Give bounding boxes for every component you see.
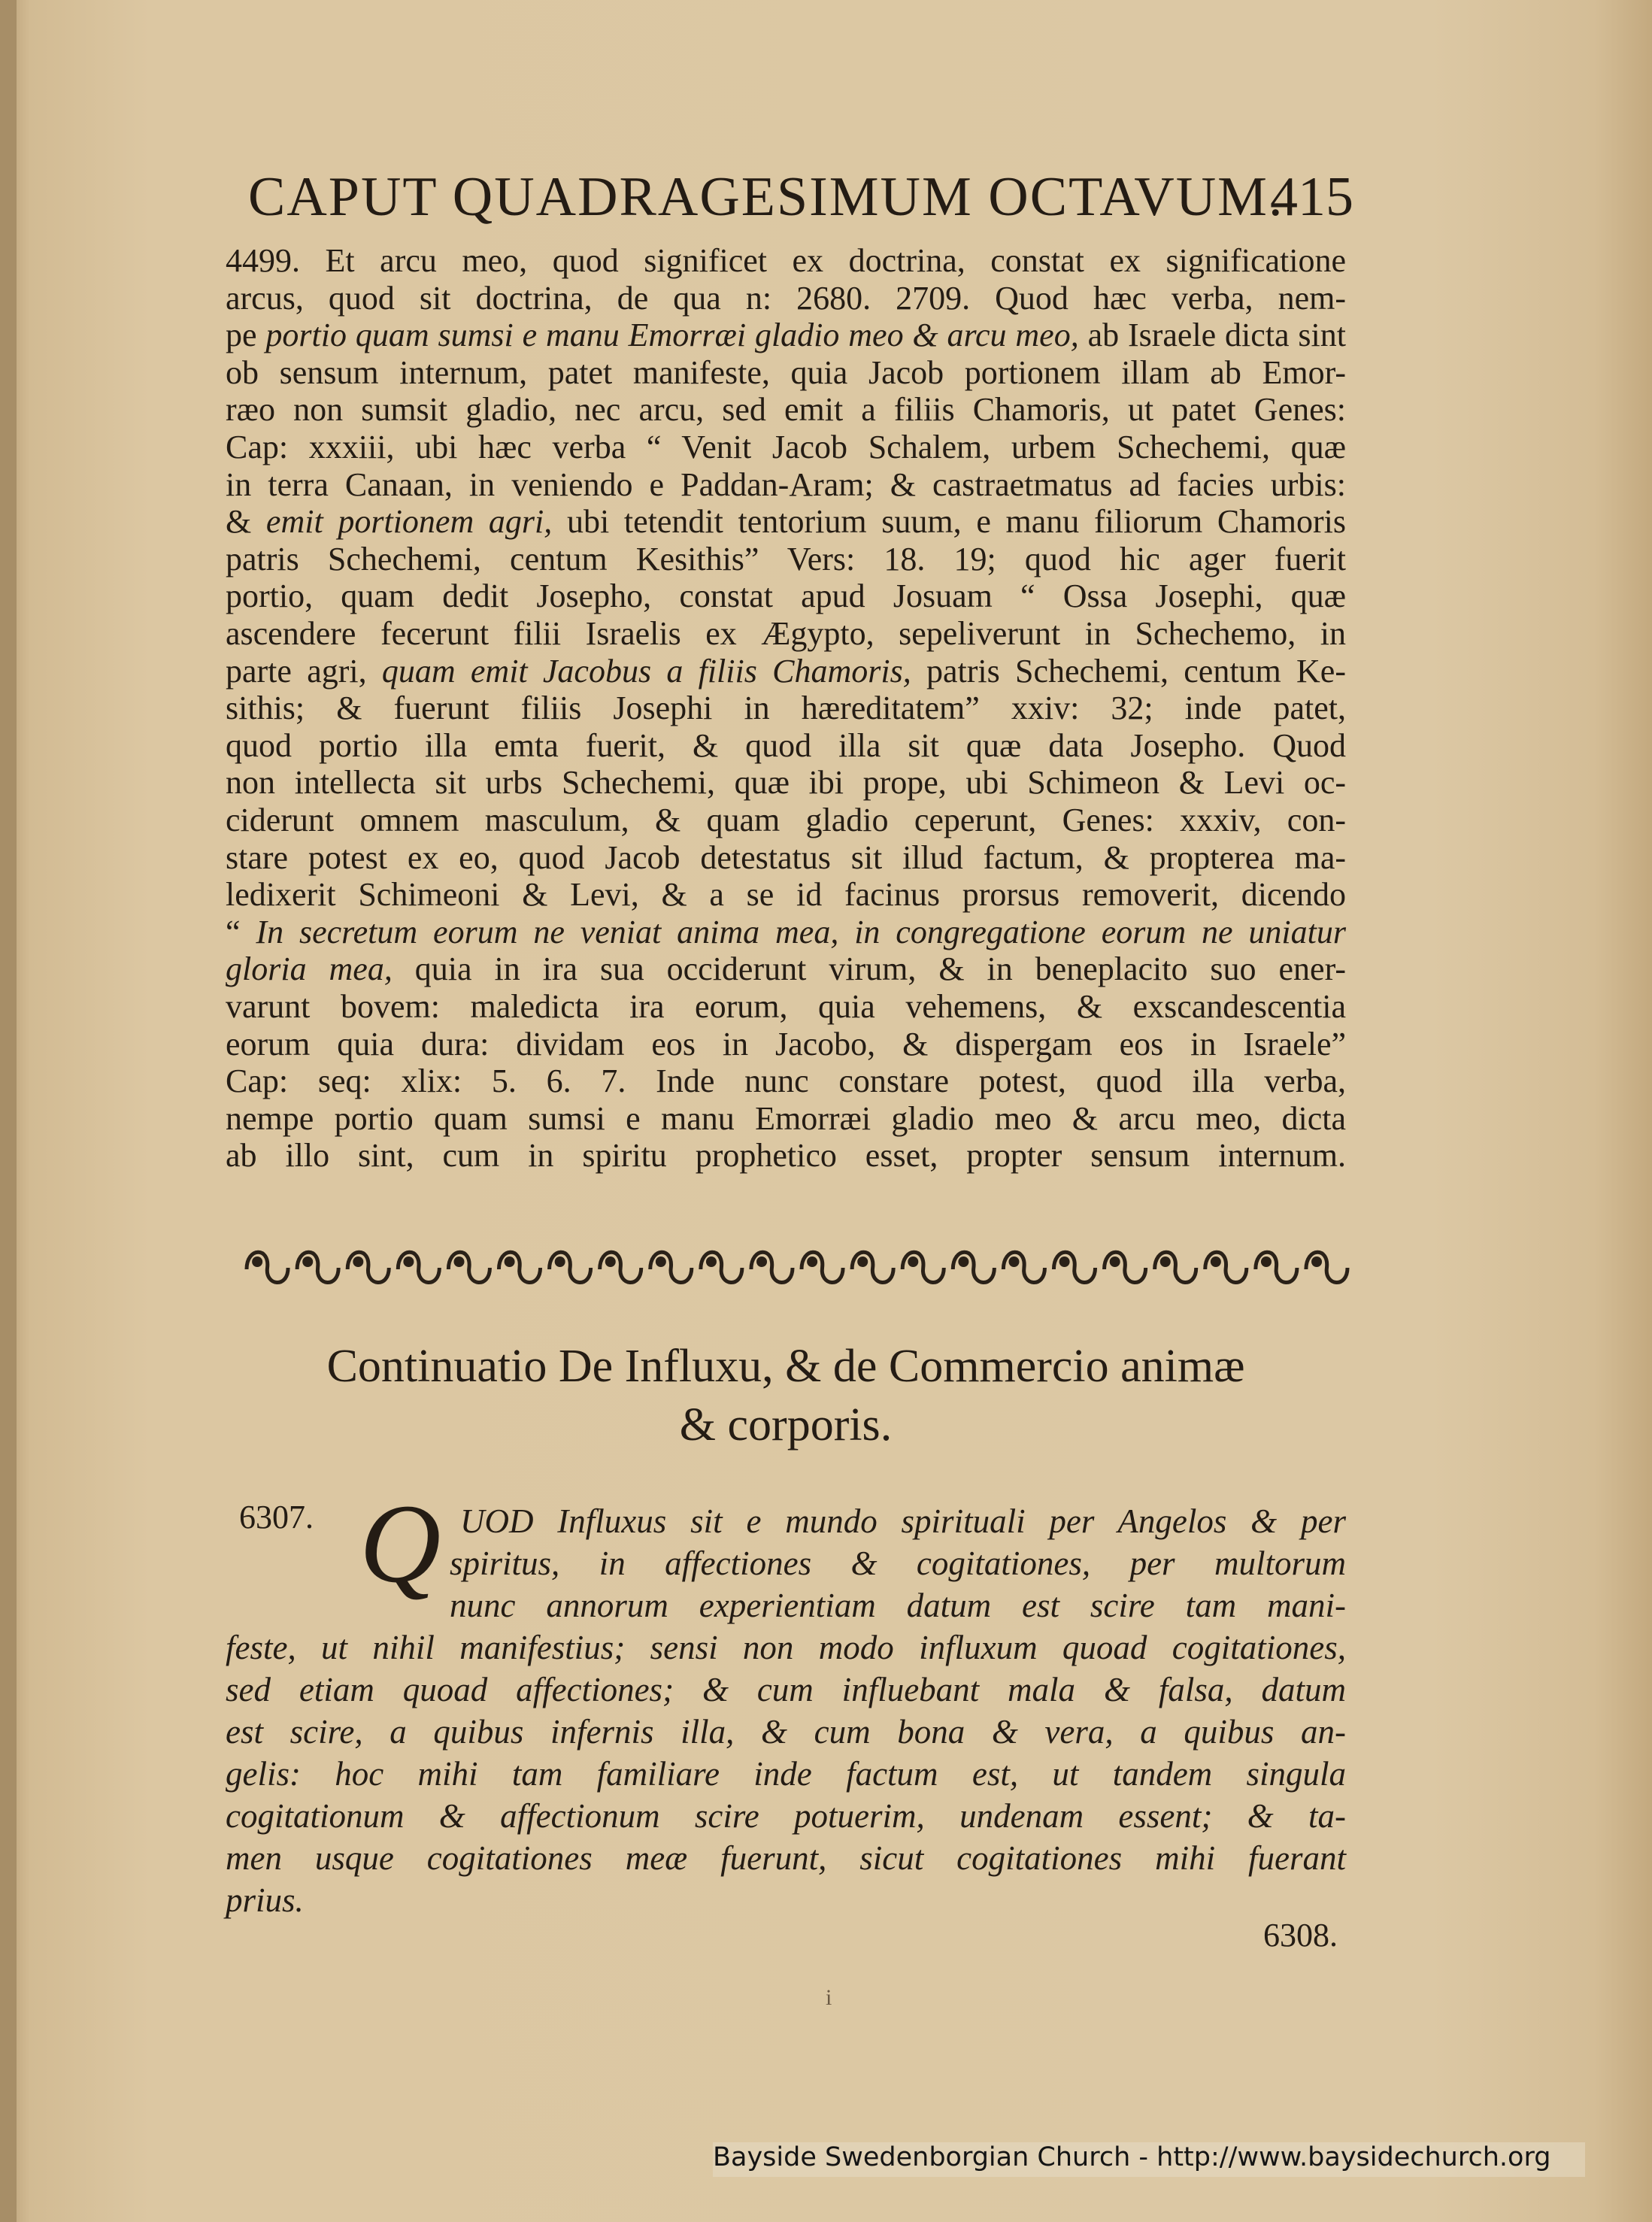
text-segment: eorum quia dura: dividam eos in Jacobo, & dispergam eos in Israele” [226,1025,1346,1062]
ornament-scroll [247,1252,288,1282]
chapter-title: CAPUT QUADRAGESIMUM OCTAVUM. [248,166,1284,228]
italic-text-line: prius. [226,1881,304,1919]
italic-quotation: portio quam sumsi e manu Emorræi gladio meo & arcu meo, [265,317,1079,354]
ornament-dot [453,1257,464,1267]
italic-text-line: spiritus, in affectiones & cogitationes, per multorum [450,1544,1346,1582]
text-line [226,242,1346,280]
text-line [226,802,1346,839]
ornament-dot [706,1257,717,1267]
text-line [226,988,1346,1026]
ornament-scroll [1003,1252,1044,1282]
text-segment: pe [226,317,266,354]
text-segment: varunt bovem: maledicta ira eorum, quia vehemens, & exscandescentia [226,988,1346,1025]
text-line [226,727,1346,765]
ornamental-divider [242,1239,1352,1298]
ornament-dot [302,1257,313,1267]
ornament-dot [908,1257,918,1267]
text-segment: in terra Canaan, in veniendo e Paddan-Aram; & castraetmatus ad facies urbis: [226,465,1346,503]
text-segment: sithis; & fuerunt filiis Josephi in hæreditatem” xxiv: 32; inde patet, [226,690,1346,727]
text-line [226,1137,1346,1175]
ornament-dot [1059,1257,1070,1267]
text-line [226,950,1346,988]
text-line [226,466,1346,504]
ornament-scroll [297,1252,338,1282]
text-segment: ledixerit Schimeoni & Levi, & a se id facinus prorsus removerit, dicendo [226,876,1346,914]
italic-text-line: cogitationum & affectionum scire potuerim, undenam essent; & ta- [226,1797,1346,1835]
text-line [226,615,1346,653]
paragraph-number: 6307. [239,1499,314,1535]
text-line [226,391,1346,429]
ornament-scroll [1306,1252,1347,1282]
text-line [226,577,1346,615]
text-segment: stare potest ex eo, quod Jacob detestatus sit illud factum, & propterea ma- [226,838,1346,876]
text-segment: patris Schechemi, centum Kesithis” Vers: 18. 19; quod hic ager fuerit [226,540,1346,577]
italic-quotation: In secretum eorum ne veniat anima mea, in congregatione eorum ne uniatur [256,913,1347,950]
text-segment: quod portio illa emta fuerit, & quod illa sit quæ data Josepho. Quod [226,726,1346,764]
text-segment: & [226,503,266,541]
italic-quotation: emit portionem agri, [265,503,553,541]
ornament-scroll [802,1252,843,1282]
italic-text-line: est scire, a quibus infernis illa, & cum bona & vera, a quibus an- [226,1713,1346,1751]
ornament-scroll [347,1252,389,1282]
ornament-scroll [1205,1252,1247,1282]
ornament-dot [353,1257,363,1267]
ornament-scroll [499,1252,540,1282]
text-line [226,1100,1346,1138]
ornament-scroll [1053,1252,1095,1282]
ornament-dot [958,1257,968,1267]
ornament-dot [1311,1257,1322,1267]
text-line [226,764,1346,802]
ornament-scroll [1155,1252,1196,1282]
italic-text-line: nunc annorum experientiam datum est scire tam mani- [450,1587,1346,1624]
text-segment: Cap: xxxiii, ubi hæc verba “ Venit Jacob Schalem, urbem Schechemi, quæ [226,429,1346,465]
text-segment: ab Israele dicta sint [1078,317,1347,354]
text-line [226,354,1346,392]
text-segment: ræo non sumsit gladio, nec arcu, sed emit a filiis Chamoris, ut patet Genes: [226,391,1346,429]
footer-mark: i [826,1985,832,2010]
text-segment: ascendere fecerunt filii Israelis ex Ægypto, sepeliverunt in Schechemo, in [226,615,1346,652]
ornament-dot [756,1257,767,1267]
ornament-scroll [1256,1252,1297,1282]
text-line [226,653,1346,690]
text-line [226,1062,1346,1100]
italic-text-line: men usque cogitationes meæ fuerunt, sicut cogitationes mihi fuerant [226,1839,1346,1877]
ornament-scroll [953,1252,994,1282]
text-segment: nempe portio quam sumsi e manu Emorræi gladio meo & arcu meo, dicta [226,1099,1346,1137]
ornament-dot [1211,1257,1221,1267]
italic-text-line: gelis: hoc mihi tam familiare inde factum est, ut tandem singula [226,1755,1346,1793]
text-line [226,690,1346,727]
text-line [226,876,1346,914]
text-segment: ob sensum internum, patet manifeste, quia Jacob portionem illam ab Emor- [226,353,1346,391]
text-segment: arcus, quod sit doctrina, de qua n: 2680. 2709. Quod hæc verba, nem- [226,279,1346,317]
text-segment: portio, quam dedit Josepho, constat apud Josuam “ Ossa Josephi, quæ [226,577,1346,615]
ornament-scroll [650,1252,692,1282]
text-segment: non intellecta sit urbs Schechemi, quæ ibi prope, ubi Schimeon & Levi oc- [226,764,1346,802]
ornament-dot [403,1257,414,1267]
italic-text-line: UOD Influxus sit e mundo spirituali per Angelos & per [460,1502,1346,1540]
text-segment: parte agri, [226,652,382,690]
ornament-scroll [398,1252,439,1282]
ornament-scroll [448,1252,490,1282]
text-segment: 4499. Et arcu meo, quod significet ex doctrina, constat ex significatione [226,242,1346,279]
text-line [226,503,1346,541]
ornament-dot [1008,1257,1019,1267]
text-segment: quia in ira sua occiderunt virum, & in beneplacito suo ener- [392,950,1346,988]
ornament-dot [555,1257,565,1267]
italic-text-line: sed etiam quoad affectiones; & cum influebant mala & falsa, datum [226,1671,1346,1708]
text-line [226,839,1346,877]
ornament-dot [807,1257,817,1267]
text-line [226,1026,1346,1063]
text-line [226,429,1346,466]
ornament-scroll [701,1252,742,1282]
ornament-dot [605,1257,616,1267]
ornament-scroll [852,1252,893,1282]
italic-quotation: gloria mea, [226,950,393,988]
watermark-credit: Bayside Swedenborgian Church - http://www.baysidechurch.org [713,2142,1585,2177]
ornament-dot [1261,1257,1272,1267]
ornament-dot [656,1257,666,1267]
ornament-scroll [751,1252,793,1282]
ornament-scroll [1105,1252,1146,1282]
page-edge-shadow [0,0,17,2222]
ornament-scroll [600,1252,641,1282]
section-heading: Continuatio De Influxu, & de Commercio animæ [326,1341,1245,1392]
ornament-dot [252,1257,262,1267]
ornament-scroll [902,1252,944,1282]
ornament-dot [505,1257,515,1267]
italic-text-line: feste, ut nihil manifestius; sensi non modo influxum quoad cogitationes, [226,1629,1346,1666]
page-number: 415 [1270,166,1353,228]
text-line [226,280,1346,317]
text-segment: Cap: seq: xlix: 5. 6. 7. Inde nunc constare potest, quod illa verba, [226,1062,1346,1100]
drop-cap: Q [359,1481,441,1606]
ornament-dot [1160,1257,1171,1267]
running-header [248,165,1353,233]
italic-quotation: quam emit Jacobus a filiis Chamoris, [381,652,911,690]
text-line [226,914,1346,951]
text-segment: ab illo sint, cum in spiritu prophetico esset, propter sensum internum. [226,1137,1346,1175]
text-segment: ciderunt omnem masculum, & quam gladio ceperunt, Genes: xxxiv, con- [226,802,1346,838]
text-segment: “ [226,913,256,950]
ornament-dot [857,1257,868,1267]
ornament-dot [1110,1257,1120,1267]
section-heading-continued: & corporis. [679,1399,893,1451]
text-line [226,541,1346,578]
catchword: 6308. [1263,1917,1338,1954]
ornament-scroll [550,1252,591,1282]
text-segment: ubi tetendit tentorium suum, e manu filiorum Chamoris [552,503,1346,541]
text-line [226,317,1346,354]
text-segment: patris Schechemi, centum Ke- [911,652,1346,690]
